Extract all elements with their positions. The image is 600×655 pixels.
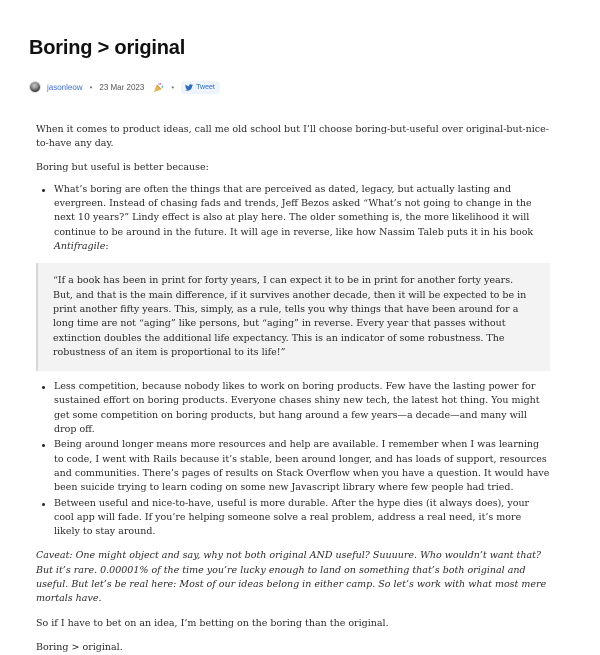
- post-date: 23 Mar 2023: [99, 82, 145, 92]
- list-item: Less competition, because nobody likes to work on boring products. Few have the lasting power for sustained effort on boring products. Everyone chases shiny new tech, the latest hot thing. You might get some competition on boring products, but hang around a few years—a decade—and many will drop off.: [36, 380, 550, 437]
- party-popper-icon[interactable]: [152, 81, 164, 93]
- bet-paragraph: So if I have to bet on an idea, I’m betting on the boring than the original.: [36, 617, 389, 629]
- tweet-button[interactable]: [181, 81, 220, 94]
- list-item: Being around longer means more resources and help are available. I remember when I was learning to code, I went with Rails because it’s stable, been around longer, and has loads of support, resources and communities. There’s pages of results on Stack Overflow when you have a question. It would have been suicide trying to learn coding on some new Javascript library where few people had tried.: [36, 438, 550, 495]
- list-item: Between useful and nice-to-have, useful is more durable. After the hype dies (it always does), your cool app will fade. If you’re helping someone solve a real problem, address a real need, it’s more likely to stay around.: [36, 497, 550, 540]
- blockquote: [36, 263, 550, 371]
- page-title: Boring > original: [29, 37, 186, 59]
- quote-text: “If a book has been in print for forty years, I can expect it to be in print for another forty years. But, and that is the main difference, if it survives another decade, then it will be expected to be in print another fifty years. This, simply, as a rule, tells you why things that have been around for a long time are not “aging” like persons, but “aging” in reverse. Every year that passes without extinction doubles the additional life expectancy. This is an indicator of some robustness. The robustness of an item is proportional to its life!”: [53, 275, 527, 358]
- list-item-punct: :: [105, 241, 109, 253]
- closing-paragraph: Boring > original.: [36, 641, 123, 653]
- book-title: Antifragile: [54, 241, 106, 253]
- list-item: [36, 183, 550, 254]
- intro-paragraph: When it comes to product ideas, call me old school but I’ll choose boring-but-useful over original-but-nice-to-have any day.: [36, 124, 549, 150]
- post-meta: [29, 79, 220, 95]
- separator-dot: •: [89, 82, 93, 92]
- separator-dot: •: [171, 82, 175, 92]
- reasons-list-continued: [36, 380, 550, 539]
- lead-paragraph: Boring but useful is better because:: [36, 161, 209, 173]
- caveat-paragraph: Caveat: One might object and say, why not both original AND useful? Suuuure. Who wouldn’t want that? But it’s rare. 0.00001% of the time you’re lucky enough to land on something that’s both original and useful. But let’s be real here: Most of our ideas belong in either camp. So let’s work with what most mere mortals have.: [36, 550, 547, 605]
- avatar[interactable]: [29, 81, 41, 93]
- author-link[interactable]: jasonleow: [47, 82, 83, 92]
- reasons-list: [36, 183, 550, 254]
- list-item-text: What’s boring are often the things that are perceived as dated, legacy, but actually lasting and evergreen. Instead of chasing fads and trends, Jeff Bezos asked “What’s not going to change in the next 10 years?” Lindy effect is also at play here. The older something is, the more likelihood it will continue to be around in the future. It will age in reverse, like how Nassim Taleb puts it in his book: [54, 183, 534, 238]
- post-body: [36, 123, 550, 655]
- tweet-label: Tweet: [196, 83, 215, 91]
- twitter-bird-icon: [185, 84, 193, 91]
